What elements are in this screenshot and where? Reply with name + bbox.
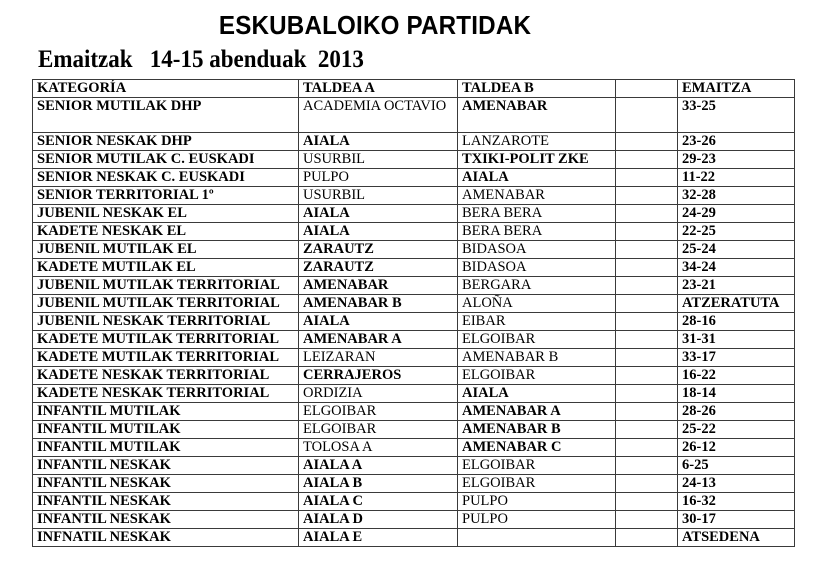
cell-category: JUBENIL MUTILAK EL — [33, 241, 299, 259]
cell-category: SENIOR MUTILAK DHP — [33, 98, 299, 133]
cell-result: 24-13 — [678, 475, 795, 493]
cell-team-a: AMENABAR A — [299, 331, 458, 349]
cell-team-a: TOLOSA A — [299, 439, 458, 457]
cell-team-a: ELGOIBAR — [299, 403, 458, 421]
cell-team-a: AIALA D — [299, 511, 458, 529]
cell-result: 18-14 — [678, 385, 795, 403]
cell-empty — [616, 493, 678, 511]
cell-empty — [616, 241, 678, 259]
cell-empty — [616, 511, 678, 529]
cell-team-b: ELGOIBAR — [458, 475, 616, 493]
cell-result: 23-26 — [678, 133, 795, 151]
table-row — [33, 403, 795, 421]
cell-team-b: ELGOIBAR — [458, 331, 616, 349]
cell-team-b: TXIKI-POLIT ZKE — [458, 151, 616, 169]
cell-result: 34-24 — [678, 259, 795, 277]
table-row — [33, 349, 795, 367]
cell-team-b: ELGOIBAR — [458, 367, 616, 385]
cell-team-b: ALOÑA — [458, 295, 616, 313]
table-row — [33, 259, 795, 277]
cell-category: KADETE MUTILAK EL — [33, 259, 299, 277]
cell-team-a: AMENABAR B — [299, 295, 458, 313]
cell-empty — [616, 295, 678, 313]
cell-category: INFANTIL MUTILAK — [33, 439, 299, 457]
cell-empty — [616, 259, 678, 277]
cell-empty — [616, 169, 678, 187]
cell-category: INFANTIL MUTILAK — [33, 403, 299, 421]
cell-category: KADETE MUTILAK TERRITORIAL — [33, 331, 299, 349]
cell-empty — [616, 367, 678, 385]
cell-category: KADETE NESKAK EL — [33, 223, 299, 241]
page-title-text: ESKUBALOIKO PARTIDAK — [218, 10, 532, 40]
cell-result: 16-22 — [678, 367, 795, 385]
cell-category: INFANTIL NESKAK — [33, 475, 299, 493]
table-row — [33, 421, 795, 439]
cell-result: 26-12 — [678, 439, 795, 457]
cell-team-b: ELGOIBAR — [458, 457, 616, 475]
cell-result: 23-21 — [678, 277, 795, 295]
table-row — [33, 151, 795, 169]
cell-team-a: ZARAUTZ — [299, 259, 458, 277]
cell-empty — [616, 223, 678, 241]
table-row — [33, 493, 795, 511]
cell-team-b — [458, 529, 616, 547]
table-row — [33, 241, 795, 259]
cell-category: JUBENIL MUTILAK TERRITORIAL — [33, 277, 299, 295]
cell-category: SENIOR MUTILAK C. EUSKADI — [33, 151, 299, 169]
cell-team-b: LANZAROTE — [458, 133, 616, 151]
cell-team-a: AIALA — [299, 223, 458, 241]
table-row — [33, 367, 795, 385]
cell-team-b: AMENABAR — [458, 98, 616, 133]
cell-team-a: USURBIL — [299, 151, 458, 169]
table-row — [33, 223, 795, 241]
cell-team-b: AIALA — [458, 169, 616, 187]
cell-empty — [616, 349, 678, 367]
cell-team-b: AMENABAR A — [458, 403, 616, 421]
cell-empty — [616, 331, 678, 349]
cell-category: JUBENIL NESKAK TERRITORIAL — [33, 313, 299, 331]
header-category: KATEGORÍA — [33, 80, 299, 98]
cell-result: 6-25 — [678, 457, 795, 475]
cell-result: ATSEDENA — [678, 529, 795, 547]
cell-team-b: AMENABAR — [458, 187, 616, 205]
header-team-a: TALDEA A — [299, 80, 458, 98]
cell-category: INFANTIL MUTILAK — [33, 421, 299, 439]
cell-team-a: ORDIZIA — [299, 385, 458, 403]
cell-empty — [616, 385, 678, 403]
cell-result: 22-25 — [678, 223, 795, 241]
table-row — [33, 98, 795, 133]
cell-team-b: EIBAR — [458, 313, 616, 331]
table-row — [33, 475, 795, 493]
cell-team-b: AMENABAR B — [458, 349, 616, 367]
cell-category: INFANTIL NESKAK — [33, 493, 299, 511]
cell-result: 11-22 — [678, 169, 795, 187]
cell-team-a: AIALA A — [299, 457, 458, 475]
cell-team-a: ELGOIBAR — [299, 421, 458, 439]
cell-team-a: AIALA E — [299, 529, 458, 547]
cell-category: SENIOR NESKAK C. EUSKADI — [33, 169, 299, 187]
cell-team-a: AIALA B — [299, 475, 458, 493]
cell-team-b: AMENABAR C — [458, 439, 616, 457]
cell-team-b: BIDASOA — [458, 241, 616, 259]
cell-empty — [616, 457, 678, 475]
cell-empty — [616, 403, 678, 421]
cell-category: KADETE NESKAK TERRITORIAL — [33, 367, 299, 385]
header-team-b: TALDEA B — [458, 80, 616, 98]
cell-team-a: LEIZARAN — [299, 349, 458, 367]
cell-team-a: CERRAJEROS — [299, 367, 458, 385]
table-row — [33, 133, 795, 151]
cell-result: 25-22 — [678, 421, 795, 439]
cell-empty — [616, 151, 678, 169]
table-row — [33, 205, 795, 223]
cell-result: 30-17 — [678, 511, 795, 529]
cell-category: SENIOR TERRITORIAL 1º — [33, 187, 299, 205]
table-row — [33, 439, 795, 457]
cell-team-b: BERA BERA — [458, 223, 616, 241]
cell-team-b: PULPO — [458, 511, 616, 529]
cell-empty — [616, 313, 678, 331]
cell-result: ATZERATUTA — [678, 295, 795, 313]
cell-team-b: AMENABAR B — [458, 421, 616, 439]
table-row — [33, 331, 795, 349]
cell-category: JUBENIL MUTILAK TERRITORIAL — [33, 295, 299, 313]
table-row — [33, 295, 795, 313]
table-header-row — [33, 80, 795, 98]
results-table — [32, 79, 795, 547]
table-row — [33, 385, 795, 403]
cell-result: 33-17 — [678, 349, 795, 367]
cell-result: 28-16 — [678, 313, 795, 331]
table-row — [33, 529, 795, 547]
cell-team-a: AIALA C — [299, 493, 458, 511]
cell-result: 24-29 — [678, 205, 795, 223]
cell-team-a: AIALA — [299, 205, 458, 223]
cell-team-a: AMENABAR — [299, 277, 458, 295]
cell-empty — [616, 133, 678, 151]
cell-team-b: BERA BERA — [458, 205, 616, 223]
cell-team-a: USURBIL — [299, 187, 458, 205]
cell-empty — [616, 421, 678, 439]
table-row — [33, 277, 795, 295]
cell-category: INFNATIL NESKAK — [33, 529, 299, 547]
cell-category: KADETE NESKAK TERRITORIAL — [33, 385, 299, 403]
cell-team-b: PULPO — [458, 493, 616, 511]
cell-empty — [616, 529, 678, 547]
table-row — [33, 457, 795, 475]
cell-team-b: BIDASOA — [458, 259, 616, 277]
cell-empty — [616, 439, 678, 457]
table-row — [33, 511, 795, 529]
page-title — [26, 10, 724, 41]
header-result: EMAITZA — [678, 80, 795, 98]
cell-empty — [616, 475, 678, 493]
cell-team-a: PULPO — [299, 169, 458, 187]
cell-team-a: ACADEMIA OCTAVIO — [299, 98, 458, 133]
cell-empty — [616, 187, 678, 205]
cell-category: SENIOR NESKAK DHP — [33, 133, 299, 151]
cell-result: 16-32 — [678, 493, 795, 511]
cell-category: KADETE MUTILAK TERRITORIAL — [33, 349, 299, 367]
cell-category: JUBENIL NESKAK EL — [33, 205, 299, 223]
cell-result: 32-28 — [678, 187, 795, 205]
cell-result: 28-26 — [678, 403, 795, 421]
cell-result: 29-23 — [678, 151, 795, 169]
table-row — [33, 313, 795, 331]
table-row — [33, 187, 795, 205]
cell-team-a: ZARAUTZ — [299, 241, 458, 259]
cell-team-a: AIALA — [299, 133, 458, 151]
cell-category: INFANTIL NESKAK — [33, 457, 299, 475]
header-empty — [616, 80, 678, 98]
cell-team-b: BERGARA — [458, 277, 616, 295]
page-subtitle: Emaitzak 14-15 abenduak 2013 — [38, 46, 364, 73]
cell-empty — [616, 205, 678, 223]
cell-result: 25-24 — [678, 241, 795, 259]
cell-result: 33-25 — [678, 98, 795, 133]
cell-team-a: AIALA — [299, 313, 458, 331]
cell-category: INFANTIL NESKAK — [33, 511, 299, 529]
cell-team-b: AIALA — [458, 385, 616, 403]
cell-empty — [616, 98, 678, 133]
table-row — [33, 169, 795, 187]
cell-empty — [616, 277, 678, 295]
cell-result: 31-31 — [678, 331, 795, 349]
